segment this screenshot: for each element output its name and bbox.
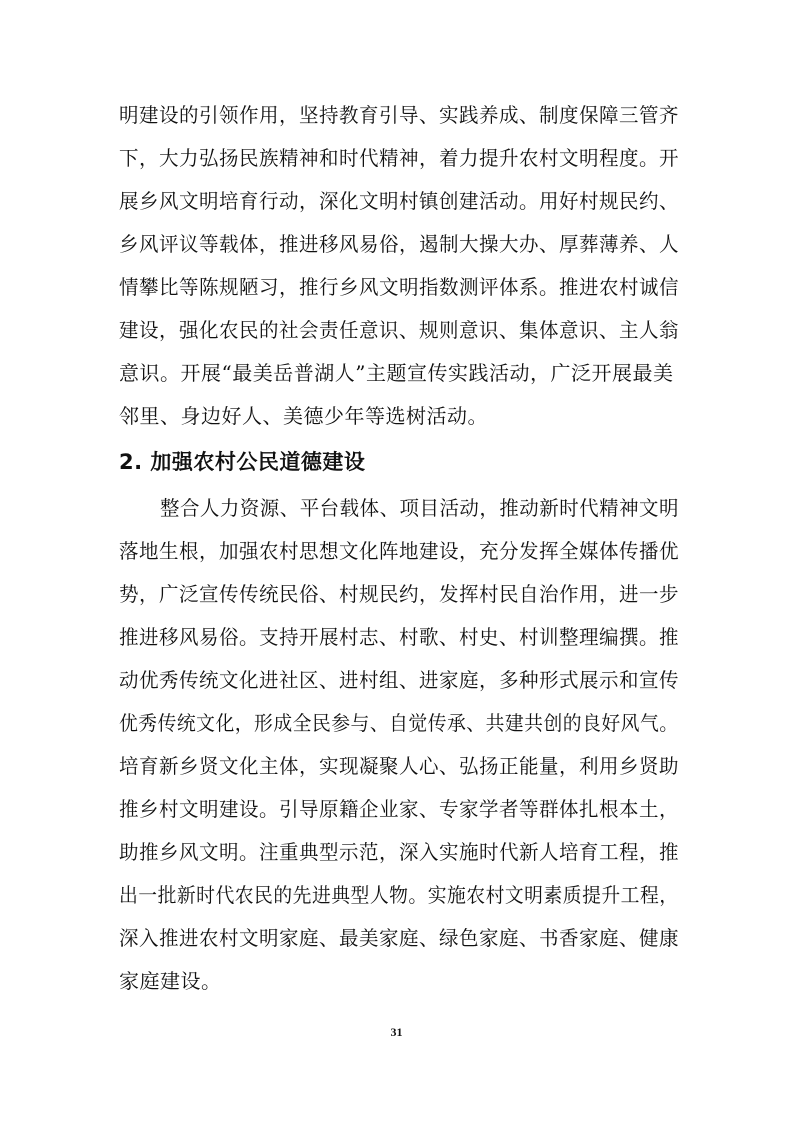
section-heading: 2. 加强农村公民道德建设: [119, 450, 366, 474]
text-line: 家庭建设。: [119, 969, 222, 993]
text-line: 整合人力资源、平台载体、项目活动，推动新时代精神文明: [160, 496, 679, 520]
text-line: 下，大力弘扬民族精神和时代精神，着力提升农村文明程度。开: [119, 146, 679, 170]
text-line: 推进移风易俗。支持开展村志、村歌、村史、村训整理编撰。推: [119, 625, 679, 649]
text-line: 展乡风文明培育行动，深化文明村镇创建活动。用好村规民约、: [119, 189, 679, 213]
page-number: 31: [390, 1025, 403, 1039]
text-line: 建设，强化农民的社会责任意识、规则意识、集体意识、主人翁: [119, 318, 679, 342]
text-line: 出一批新时代农民的先进典型人物。实施农村文明素质提升工程，: [119, 883, 679, 907]
text-line: 明建设的引领作用，坚持教育引导、实践养成、制度保障三管齐: [119, 103, 679, 127]
text-line: 助推乡风文明。注重典型示范，深入实施时代新人培育工程，推: [119, 840, 679, 864]
text-line: 情攀比等陈规陋习，推行乡风文明指数测评体系。推进农村诚信: [119, 275, 679, 299]
text-line: 培育新乡贤文化主体，实现凝聚人心、弘扬正能量，利用乡贤助: [119, 754, 679, 778]
text-line: 落地生根，加强农村思想文化阵地建设，充分发挥全媒体传播优: [119, 539, 679, 563]
text-line: 乡风评议等载体，推进移风易俗，遏制大操大办、厚葬薄养、人: [119, 232, 679, 256]
text-line: 动优秀传统文化进社区、进村组、进家庭，多种形式展示和宣传: [119, 668, 679, 692]
text-line: 优秀传统文化，形成全民参与、自觉传承、共建共创的良好风气。: [119, 711, 679, 735]
text-line: 深入推进农村文明家庭、最美家庭、绿色家庭、书香家庭、健康: [119, 926, 679, 950]
text-line: 意识。开展“最美岳普湖人”主题宣传实践活动，广泛开展最美: [119, 361, 674, 385]
text-line: 推乡村文明建设。引导原籍企业家、专家学者等群体扎根本土，: [119, 797, 679, 821]
text-line: 势，广泛宣传传统民俗、村规民约，发挥村民自治作用，进一步: [119, 582, 679, 606]
text-line: 邻里、身边好人、美德少年等选树活动。: [119, 404, 488, 428]
